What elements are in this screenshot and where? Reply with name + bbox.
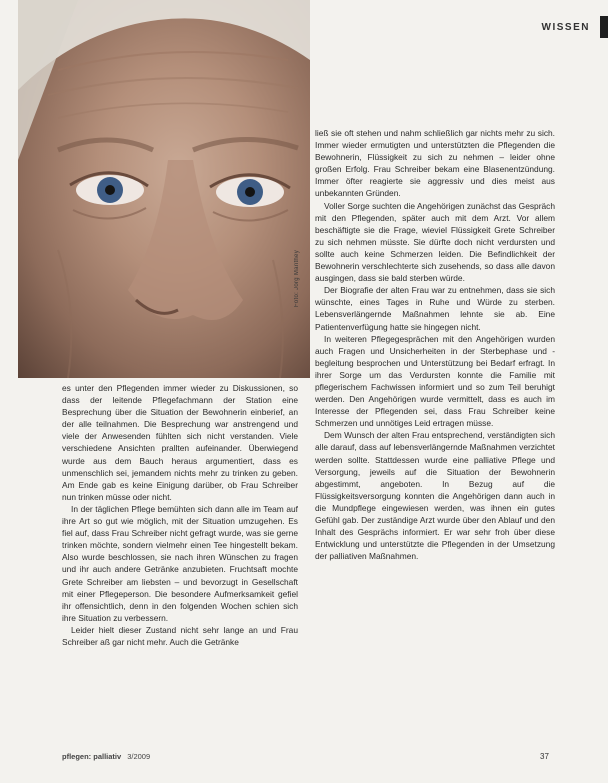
photo-credit: Foto: Jörg Manthey xyxy=(294,250,300,308)
section-bar xyxy=(600,16,608,38)
portrait-illustration xyxy=(18,0,310,378)
issue-number: 3/2009 xyxy=(127,752,151,761)
article-left-column xyxy=(62,382,298,648)
paragraph: In weiteren Pflegegesprächen mit den Angehörigen wurden auch Fragen und Unsicherheiten in der Sterbephase und -begleitung besprochen und Unterstützung bei Bedarf erfragt. In ihrer Sorge um das Verdursten konnte die Familie mit pflegerischem Fachwissen informiert und so zum Teil beruhigt werden. Den Angehörigen wurde vermittelt, dass es auch im Interesse der Pflegenden sei, dass Frau Schreiber keine Schmerzen und unnötiges Leid ertragen müsse. xyxy=(315,333,555,429)
paragraph: ließ sie oft stehen und nahm schließlich gar nichts mehr zu sich. Immer wieder ermutigten und unterstützten die Pflegenden die Bewohnerin, Flüssigkeit zu sich zu nehmen – leider ohne großen Erfolg. Frau Schreiber bekam eine Blasenentzündung. Immer öfter reagierte sie aggressiv und dies meist aus unbekannten Gründen. xyxy=(315,128,555,199)
paragraph: In der täglichen Pflege bemühten sich dann alle im Team auf ihre Art so gut wie möglich, mit der Situation umzugehen. Es fiel auf, dass Frau Schreiber nicht gefragt wurde, was sie gerne trinken möchte, sondern vielmehr einen Tee hingestellt bekam. Also wurde beschlossen, sie nach ihren Wünschen zu fragen und ihr auch andere Getränke anzubieten. Fruchtsaft mochte Grete Schreiber am liebsten – und bevorzugt in Gesellschaft mit einer Pflegeperson. Die besondere Aufmerksamkeit gefiel ihr offensichtlich, denn in den folgenden Wochen schien sich ihre Situation zu verbessern. xyxy=(62,503,298,623)
paragraph: Dem Wunsch der alten Frau entsprechend, verständigten sich alle darauf, dass auf lebensverlängernde Maßnahmen verzichtet werden sollte. Stattdessen wurde eine palliative Pflege und Versorgung, jeweils auf die Situation der Bewohnerin abgestimmt, angeboten. In Bezug auf die Flüssigkeitsversorgung konnten die Angehörigen dann auch in die Mundpflege eingewiesen werden, was ihnen ein gutes Gefühl gab. Der zuständige Arzt wurde über den Ablauf und den Inhalt des Gesprächs informiert. Er war sehr froh über diese Entwicklung und unterstützte die Pflegenden in der Umsetzung der palliativen Maßnahmen. xyxy=(315,430,555,562)
paragraph: es unter den Pflegenden immer wieder zu Diskussionen, so dass der leitende Pflegefachmann der Station eine Besprechung über die Situation der Bewohnerin einberief, an der alle teilnahmen. Die Besprechung war anstrengend und viele der Anwesenden fühlten sich nicht verstanden. Viele verschiedene Ansichten prallten aufeinander. Überwiegend wurde aus dem Bauch heraus argumentiert, dass es unmenschlich sei, jemandem nichts mehr zu trinken zu geben. Am Ende gab es keine Einigung darüber, ob Frau Schreiber nun trinken müsse oder nicht. xyxy=(62,383,298,502)
paragraph: Voller Sorge suchten die Angehörigen zunächst das Gespräch mit den Pflegenden, später auch mit dem Arzt. Vor allem beschäftigte sie die Frage, wieviel Flüssigkeit Grete Schreiber zu sich nehmen müsste. Sie dürfte doch nicht verdursten und sollte auch keine Schmerzen leiden. Die Befindlichkeit der Bewohnerin verschlechterte sich zusehends, so dass alle davon ausgingen, dass sie bald sterben würde. xyxy=(315,200,555,284)
portrait-photo xyxy=(18,0,310,378)
footer-journal xyxy=(62,752,150,761)
section-label: WISSEN xyxy=(541,21,590,33)
article-right-column xyxy=(315,127,555,562)
paragraph: Der Biografie der alten Frau war zu entnehmen, dass sie sich wünschte, eines Tages in Ruhe und Würde zu sterben. Lebensverlängernde Maßnahmen lehnte sie ab. Eine Patientenverfügung hatte sie hingegen nicht. xyxy=(315,285,555,332)
paragraph: Leider hielt dieser Zustand nicht sehr lange an und Frau Schreiber aß gar nicht mehr. Auch die Getränke xyxy=(62,624,298,647)
journal-name: pflegen: palliativ xyxy=(62,752,122,761)
page-number: 37 xyxy=(540,752,549,761)
section-tag xyxy=(542,16,608,38)
